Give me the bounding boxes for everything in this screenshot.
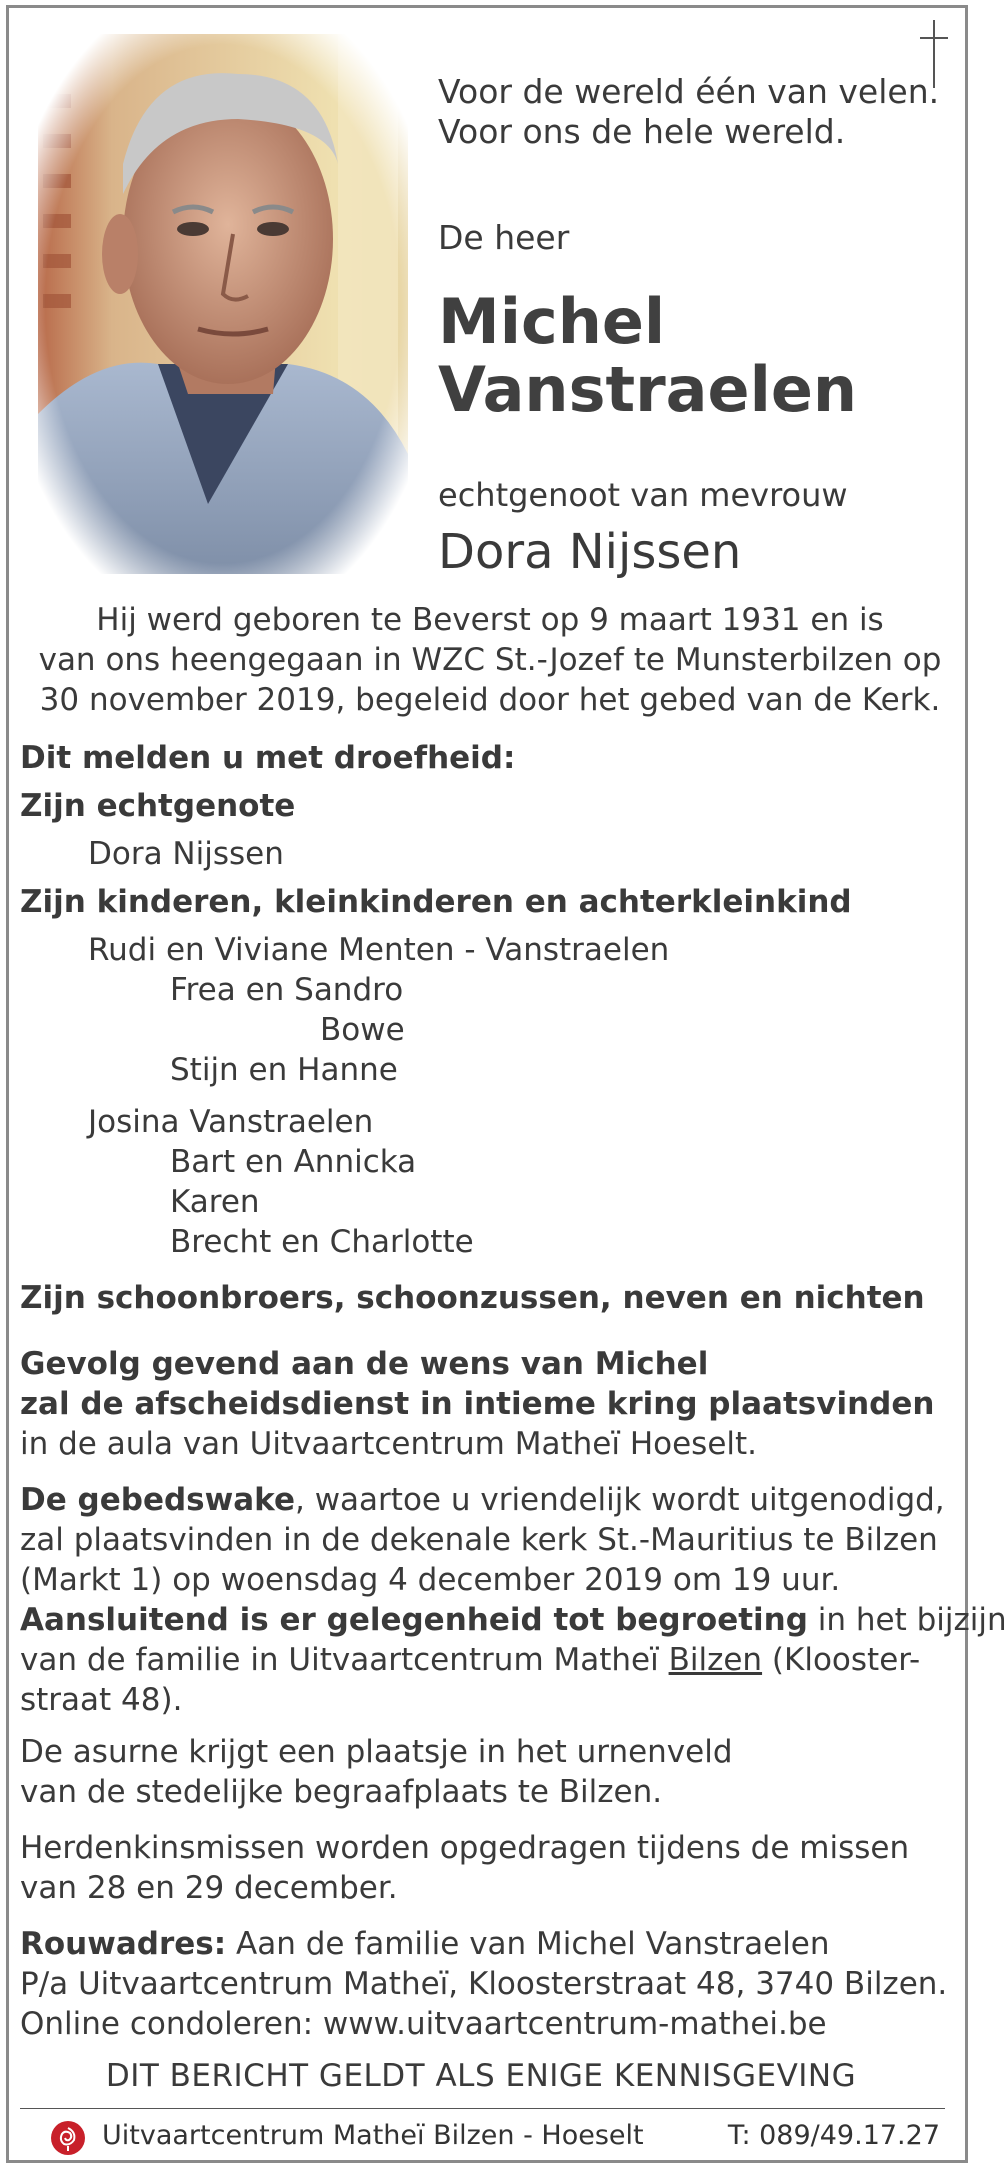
deceased-first-name: Michel xyxy=(438,285,666,358)
wake-text: (Markt 1) op woensdag 4 december 2019 om 19 uur. xyxy=(20,1562,841,1598)
masses-line: Herdenkinsmissen worden opgedragen tijdens de missen xyxy=(20,1830,910,1866)
inlaws-heading: Zijn schoonbroers, schoonzussen, neven en nichten xyxy=(20,1280,925,1316)
wake-label: De gebedswake xyxy=(20,1482,295,1518)
grandchild-entry: Karen xyxy=(170,1184,260,1220)
wake-text: , waartoe u vriendelijk wordt uitgenodigd, xyxy=(295,1482,945,1518)
great-grandchild-entry: Bowe xyxy=(320,1012,405,1048)
address-label: Rouwadres: xyxy=(20,1926,227,1962)
child-entry: Rudi en Viviane Menten - Vanstraelen xyxy=(88,932,670,968)
condolence-label: Aansluitend is er gelegenheid tot begroeting xyxy=(20,1602,808,1638)
address-paragraph xyxy=(20,1924,947,2044)
masses-paragraph xyxy=(20,1828,909,1908)
wake-text: straat 48). xyxy=(20,1682,183,1718)
bilzen-link[interactable]: Bilzen xyxy=(668,1642,763,1678)
bio-line: van ons heengegaan in WZC St.-Jozef te Munsterbilzen op xyxy=(38,642,942,678)
rose-logo-icon xyxy=(50,2120,86,2156)
service-line: Gevolg gevend aan de wens van Michel xyxy=(20,1346,709,1382)
wake-text: (Klooster- xyxy=(762,1642,921,1678)
service-line: zal de afscheidsdienst in intieme kring plaatsvinden xyxy=(20,1386,935,1422)
footer-company: Uitvaartcentrum Matheï Bilzen - Hoeselt xyxy=(102,2120,644,2151)
bio-line: 30 november 2019, begeleid door het gebed van de Kerk. xyxy=(39,682,941,718)
notice: DIT BERICHT GELDT ALS ENIGE KENNISGEVING xyxy=(105,2058,857,2094)
announce-heading: Dit melden u met droefheid: xyxy=(20,740,516,776)
children-heading: Zijn kinderen, kleinkinderen en achterkleinkind xyxy=(20,884,852,920)
service-line: in de aula van Uitvaartcentrum Matheï Hoeselt. xyxy=(20,1426,758,1462)
grandchild-entry: Bart en Annicka xyxy=(170,1144,417,1180)
wake-text: van de familie in Uitvaartcentrum Matheï xyxy=(20,1642,669,1678)
urn-line: De asurne krijgt een plaatsje in het urnenveld xyxy=(20,1734,733,1770)
masses-line: van 28 en 29 december. xyxy=(20,1870,398,1906)
intro-quote xyxy=(438,72,939,152)
address-text: P/a Uitvaartcentrum Matheï, Kloosterstraat 48, 3740 Bilzen. xyxy=(20,1966,948,2002)
divider xyxy=(20,2108,945,2109)
wake-text: zal plaatsvinden in de dekenale kerk St.-Mauritius te Bilzen xyxy=(20,1522,938,1558)
grandchild-entry: Brecht en Charlotte xyxy=(170,1224,474,1260)
intro-line-2: Voor ons de hele wereld. xyxy=(438,112,846,151)
bio-line: Hij werd geboren te Beverst op 9 maart 1931 en is xyxy=(96,602,884,638)
grandchild-entry: Stijn en Hanne xyxy=(170,1052,398,1088)
spouse-label: echtgenoot van mevrouw xyxy=(438,476,848,514)
child-entry: Josina Vanstraelen xyxy=(88,1104,374,1140)
grandchild-entry: Frea en Sandro xyxy=(170,972,404,1008)
biography xyxy=(20,600,960,720)
deceased-last-name: Vanstraelen xyxy=(438,353,858,426)
salutation: De heer xyxy=(438,218,570,257)
urn-paragraph xyxy=(20,1732,733,1812)
service-paragraph xyxy=(20,1344,934,1464)
footer-phone: T: 089/49.17.27 xyxy=(727,2120,940,2151)
spouse-heading: Zijn echtgenote xyxy=(20,788,296,824)
address-text: Aan de familie van Michel Vanstraelen xyxy=(226,1926,830,1962)
wake-text: in het bijzijn xyxy=(807,1602,1007,1638)
deceased-name xyxy=(438,285,858,426)
condolence-url[interactable]: Online condoleren: www.uitvaartcentrum-mathei.be xyxy=(20,2006,827,2042)
wake-paragraph xyxy=(20,1480,1007,1720)
urn-line: van de stedelijke begraafplaats te Bilzen. xyxy=(20,1774,663,1810)
spouse-name: Dora Nijssen xyxy=(438,524,742,580)
spouse-entry: Dora Nijssen xyxy=(88,836,284,872)
portrait-photo xyxy=(38,34,408,574)
intro-line-1: Voor de wereld één van velen. xyxy=(438,72,940,111)
footer xyxy=(50,2118,940,2158)
